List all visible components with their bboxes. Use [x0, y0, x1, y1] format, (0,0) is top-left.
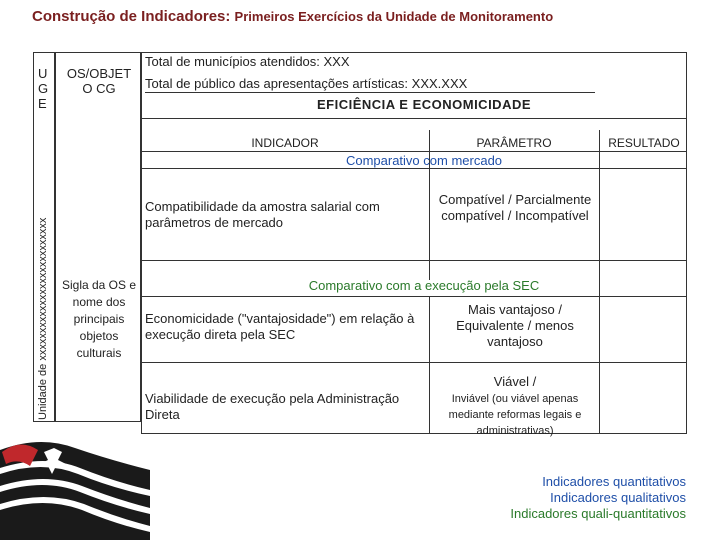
section2-row2-parametro-b: Inviável (ou viável apenas mediante reformas legais e administrativas) [448, 393, 582, 437]
page-title [32, 8, 553, 25]
sigla-text: Sigla da OS e nome dos principais objetos culturais [61, 278, 137, 360]
uge-letter-e: E [38, 96, 47, 111]
section2-row2-parametro-a: Viável / [493, 374, 537, 389]
section1-parametro: Compatível / Parcialmente compatível / Incompatível [438, 192, 592, 223]
uge-letter-u: U [38, 66, 48, 81]
divider-v1-lower [429, 296, 430, 434]
os-objeto-label: OS/OBJET O CG [66, 66, 132, 96]
os-column [55, 52, 141, 422]
divider-section2-bottom [141, 296, 687, 297]
municipios-line: Total de municípios atendidos: XXX [145, 54, 350, 69]
section2-row1-parametro: Mais vantajoso / Equivalente / menos vantajoso [456, 302, 574, 349]
col-header-indicador: INDICADOR [251, 136, 319, 150]
title-subtitle: Primeiros Exercícios da Unidade de Monitoramento [234, 9, 554, 24]
legend [510, 474, 686, 522]
uge-letter-g: G [38, 81, 49, 96]
legend-quantitativos: Indicadores quantitativos [542, 474, 686, 489]
divider-row2 [141, 362, 687, 363]
section2-row1-indicador: Economicidade ("vantajosidade") em relação à execução direta pela SEC [145, 311, 415, 342]
divider-section2 [141, 260, 687, 261]
col-header-parametro: PARÂMETRO [476, 136, 552, 150]
uge-letters [38, 66, 48, 111]
section1-indicador: Compatibilidade da amostra salarial com parâmetros de mercado [145, 199, 380, 230]
divider-cols-top [141, 151, 687, 152]
col-header-resultado: RESULTADO [608, 136, 680, 150]
divider-header [141, 118, 687, 119]
section-title: EFICIÊNCIA E ECONOMICIDADE [316, 97, 532, 112]
title-main: Construção de Indicadores: [32, 8, 231, 25]
publico-line: Total de público das apresentações artísticas: XXX.XXX [145, 76, 595, 93]
legend-qualitativos: Indicadores qualitativos [550, 490, 686, 505]
legend-quali-quantitativos: Indicadores quali-quantitativos [510, 506, 686, 521]
sp-state-logo [0, 430, 150, 540]
section1-title: Comparativo com mercado [345, 153, 503, 168]
section2-title: Comparativo com a execução pela SEC [308, 278, 540, 293]
vertical-unit-label: Unidade de xxxxxxxxxxxxxxxxxxxxxxxxxx [37, 217, 49, 420]
section2-row2-indicador: Viabilidade de execução pela Administração Direta [145, 391, 400, 422]
